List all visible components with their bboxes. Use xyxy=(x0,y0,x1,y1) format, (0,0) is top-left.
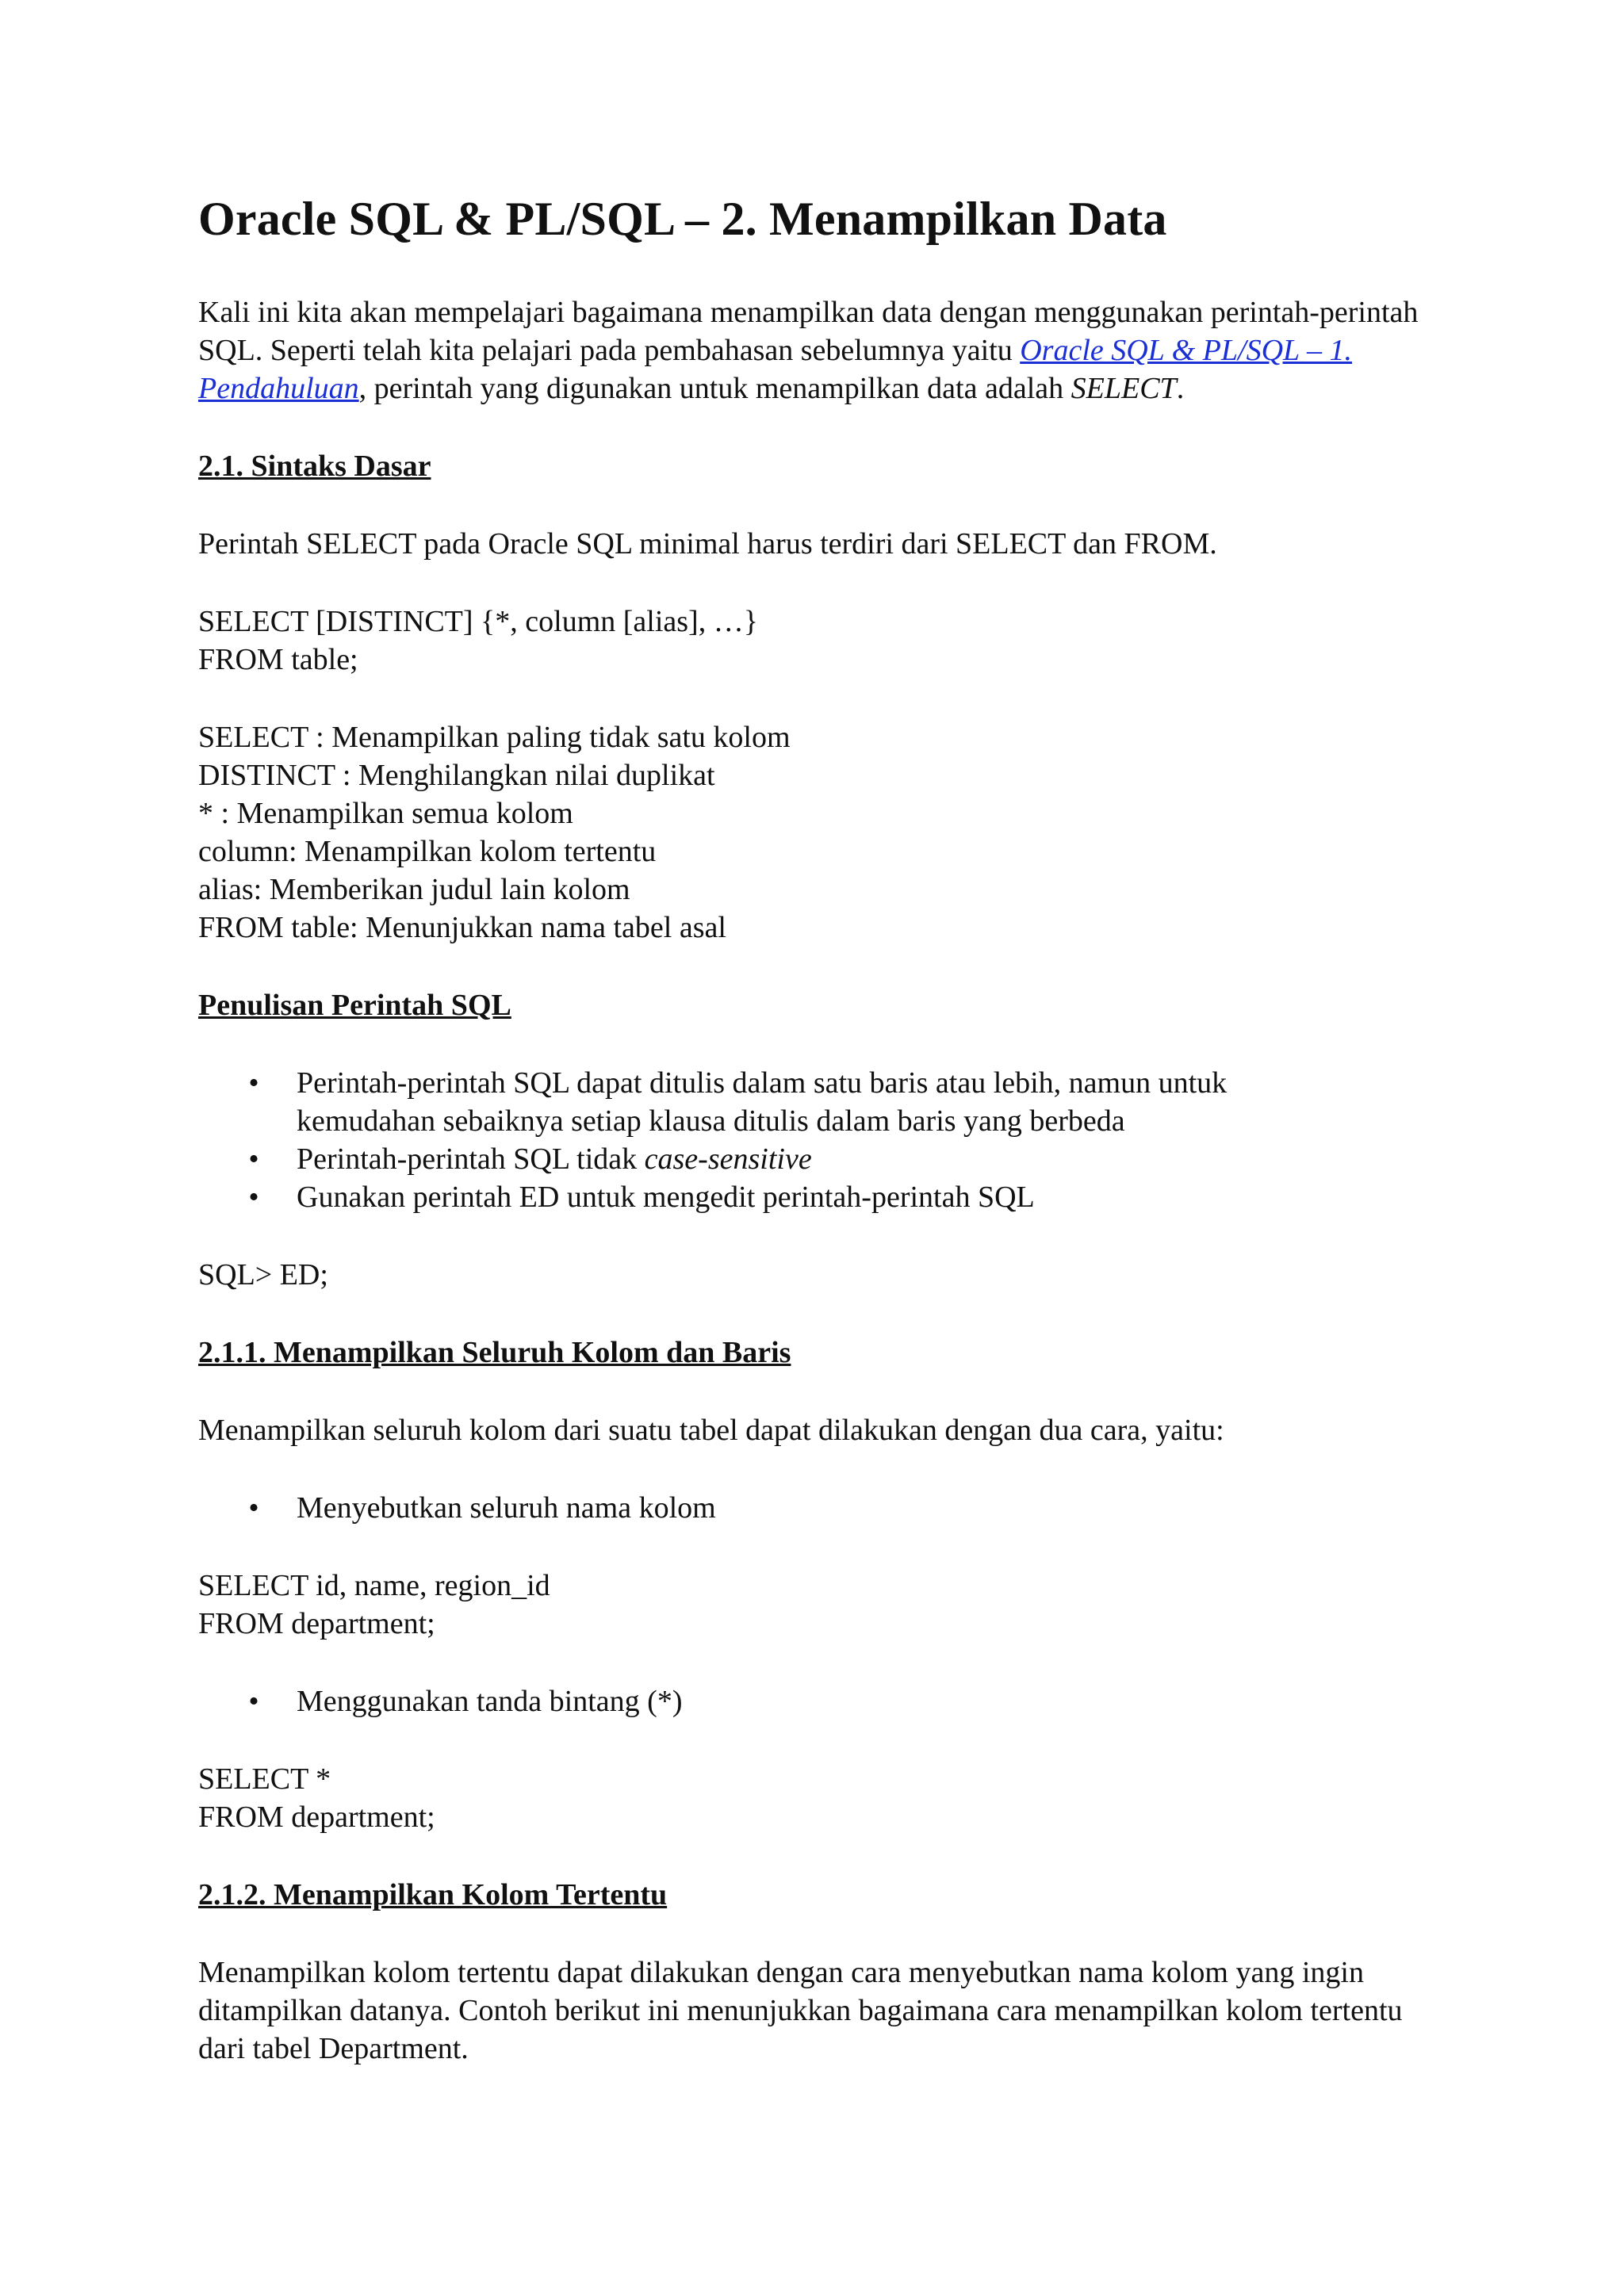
list-item-text: Gunakan perintah ED untuk mengedit perintah-perintah SQL xyxy=(297,1181,1035,1214)
list-item xyxy=(198,1489,1419,1527)
bullet-icon: • xyxy=(248,1685,259,1718)
sql-ed-command: SQL> ED; xyxy=(198,1258,328,1292)
code-block-a xyxy=(198,1567,1419,1643)
case-sensitive-term: case-sensitive xyxy=(644,1142,812,1176)
definition-item: alias: Memberikan judul lain kolom xyxy=(198,873,630,906)
code-line: SELECT id, name, region_id xyxy=(198,1569,550,1602)
section-2-1-text: Perintah SELECT pada Oracle SQL minimal harus terdiri dari SELECT dan FROM. xyxy=(198,527,1217,561)
syntax-line: SELECT [DISTINCT] {*, column [alias], …} xyxy=(198,605,758,638)
definition-item: column: Menampilkan kolom tertentu xyxy=(198,835,657,868)
intro-text-1: Kali ini kita akan mempelajari bagaimana menampilkan data dengan menggunakan perintah-perintah SQL. Seperti telah kita pelajari pada pembahasan sebelumnya yaitu xyxy=(198,296,1419,367)
list-item xyxy=(198,1064,1419,1140)
intro-select-keyword: SELECT xyxy=(1071,372,1177,405)
page-title: Oracle SQL & PL/SQL – 2. Menampilkan Data xyxy=(198,193,1167,245)
list-item-text: Perintah-perintah SQL tidak xyxy=(297,1142,645,1176)
intro-text-end: . xyxy=(1176,372,1185,405)
list-item-text: Menyebutkan seluruh nama kolom xyxy=(297,1491,716,1525)
bullet-icon: • xyxy=(248,1491,259,1525)
document-page xyxy=(198,190,1419,2068)
list-item xyxy=(198,1682,1419,1720)
code-block-b xyxy=(198,1760,1419,1836)
bullet-icon: • xyxy=(248,1066,259,1100)
definition-item: * : Menampilkan semua kolom xyxy=(198,797,573,830)
definition-item: SELECT : Menampilkan paling tidak satu kolom xyxy=(198,721,791,754)
section-2-1-1-text: Menampilkan seluruh kolom dari suatu tabel dapat dilakukan dengan dua cara, yaitu: xyxy=(198,1414,1224,1447)
list-item-text: Perintah-perintah SQL dapat ditulis dalam satu baris atau lebih, namun untuk kemudahan sebaiknya setiap klausa ditulis dalam baris yang berbeda xyxy=(297,1066,1228,1138)
method-a-list xyxy=(198,1489,1419,1527)
code-line: FROM department; xyxy=(198,1800,435,1834)
list-item xyxy=(198,1178,1419,1216)
syntax-line: FROM table; xyxy=(198,643,358,676)
syntax-block xyxy=(198,603,1419,679)
code-line: FROM department; xyxy=(198,1607,435,1640)
section-heading-2-1-1: 2.1.1. Menampilkan Seluruh Kolom dan Baris xyxy=(198,1336,791,1369)
intro-paragraph xyxy=(198,293,1419,408)
section-heading-2-1: 2.1. Sintaks Dasar xyxy=(198,450,431,483)
intro-text-2: , perintah yang digunakan untuk menampilkan data adalah xyxy=(358,372,1071,405)
bullet-icon: • xyxy=(248,1181,259,1214)
section-heading-penulisan: Penulisan Perintah SQL xyxy=(198,989,511,1022)
list-item-text: Menggunakan tanda bintang (*) xyxy=(297,1685,683,1718)
method-b-list xyxy=(198,1682,1419,1720)
definition-item: FROM table: Menunjukkan nama tabel asal xyxy=(198,911,726,944)
definition-item: DISTINCT : Menghilangkan nilai duplikat xyxy=(198,759,715,792)
section-heading-2-1-2: 2.1.2. Menampilkan Kolom Tertentu xyxy=(198,1878,668,1911)
definitions-list xyxy=(198,718,1419,947)
bullet-icon: • xyxy=(248,1142,259,1176)
penulisan-bullet-list xyxy=(198,1064,1419,1216)
section-2-1-2-text: Menampilkan kolom tertentu dapat dilakukan dengan cara menyebutkan nama kolom yang ingin ditampilkan datanya. Contoh berikut ini menunjukkan bagaimana cara menampilkan kolom tertentu dari tabel Department. xyxy=(198,1956,1403,2065)
pendahuluan-link[interactable]: Oracle SQL & PL/SQL – 1. Pendahuluan xyxy=(198,334,1352,405)
code-line: SELECT * xyxy=(198,1762,331,1796)
list-item xyxy=(198,1140,1419,1178)
